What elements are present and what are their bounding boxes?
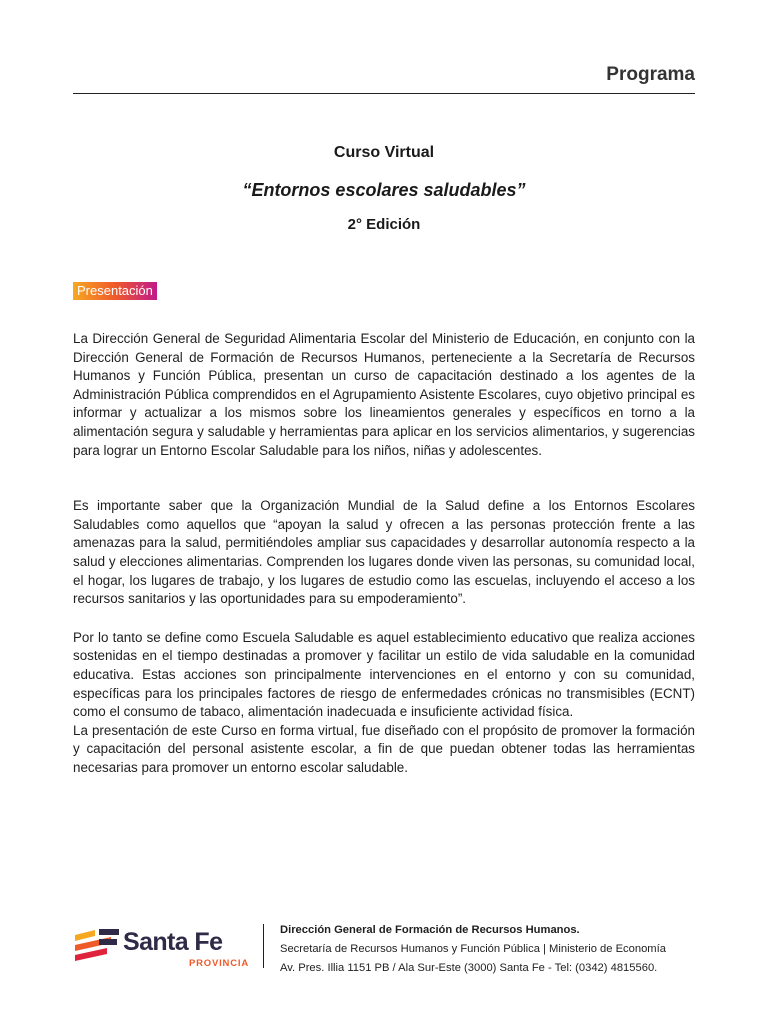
page-title: Programa (606, 64, 695, 85)
header-divider (73, 93, 695, 94)
page-footer (73, 918, 695, 974)
logo-subtitle: PROVINCIA (189, 958, 249, 969)
footer-divider (263, 924, 264, 968)
paragraph-4: La presentación de este Curso en forma virtual, fue diseñado con el propósito de promover la formación y capacitación del personal asistente escolar, a fin de que puedan obtener todas las herramientas necesarias para promover un entorno escolar saludable. (73, 722, 695, 775)
body-text (73, 330, 695, 777)
footer-contact (280, 921, 666, 978)
paragraph-1: La Dirección General de Seguridad Alimentaria Escolar del Ministerio de Educación, en conjunto con la Dirección General de Formación de Recursos Humanos, perteneciente a la Secretaría de Recursos Humanos y Función Pública, presentan un curso de capacitación destinado a los agentes de la Administración Pública comprendidos en el Agrupamiento Asistente Escolares, cuyo objetivo principal es informar y actualizar a los mismos sobre los lineamientos generales y específicos en torno a la alimentación segura y saludable y herramientas para aplicar en los servicios alimentarios, y sugerencias para lograr un Entorno Escolar Saludable para los niños, niñas y adolescentes. (73, 331, 695, 458)
section-tag-presentacion: Presentación (73, 282, 157, 300)
paragraph-2: Es importante saber que la Organización Mundial de la Salud define a los Entornos Escolares Saludables como aquellos que “apoyan la salud y ofrecen a las personas protección frente a las amenazas para la salud, permitiéndoles ampliar sus capacidades y desarrollar autonomía respecto a la salud y elecciones alimentarias. Comprenden los lugares donde viven las personas, su comunidad local, el hogar, los lugares de trabajo, y los lugares de estudio como las escuelas, incluyendo el acceso a los recursos sanitarios y las oportunidades para su empoderamiento”. (73, 498, 695, 607)
course-title-block (73, 142, 695, 236)
course-type: Curso Virtual (333, 144, 435, 161)
footer-org: Dirección General de Formación de Recursos Humanos. (280, 924, 580, 936)
footer-line-3: Av. Pres. Illia 1151 PB / Ala Sur-Este (3000) Santa Fe - Tel: (0342) 4815560. (280, 962, 658, 974)
santa-fe-logo-mark-icon (73, 926, 121, 966)
footer-line-2: Secretaría de Recursos Humanos y Función Pública | Ministerio de Economía (280, 943, 666, 955)
paragraph-3: Por lo tanto se define como Escuela Saludable es aquel establecimiento educativo que realiza acciones sostenidas en el tiempo destinadas a promover y facilitar un estilo de vida saludable en la comunidad educativa. Estas acciones son principalmente intervenciones en el entorno y con su comunidad, específicas para los principales factores de riesgo de enfermedades crónicas no transmisibles (ECNT) como el consumo de tabaco, alimentación inadecuada e insuficiente actividad física. (73, 629, 695, 720)
logo-name: Santa Fe (123, 928, 223, 956)
santa-fe-logo (73, 924, 253, 968)
course-name: “Entornos escolares saludables” (242, 180, 526, 200)
course-edition: 2° Edición (347, 216, 421, 233)
